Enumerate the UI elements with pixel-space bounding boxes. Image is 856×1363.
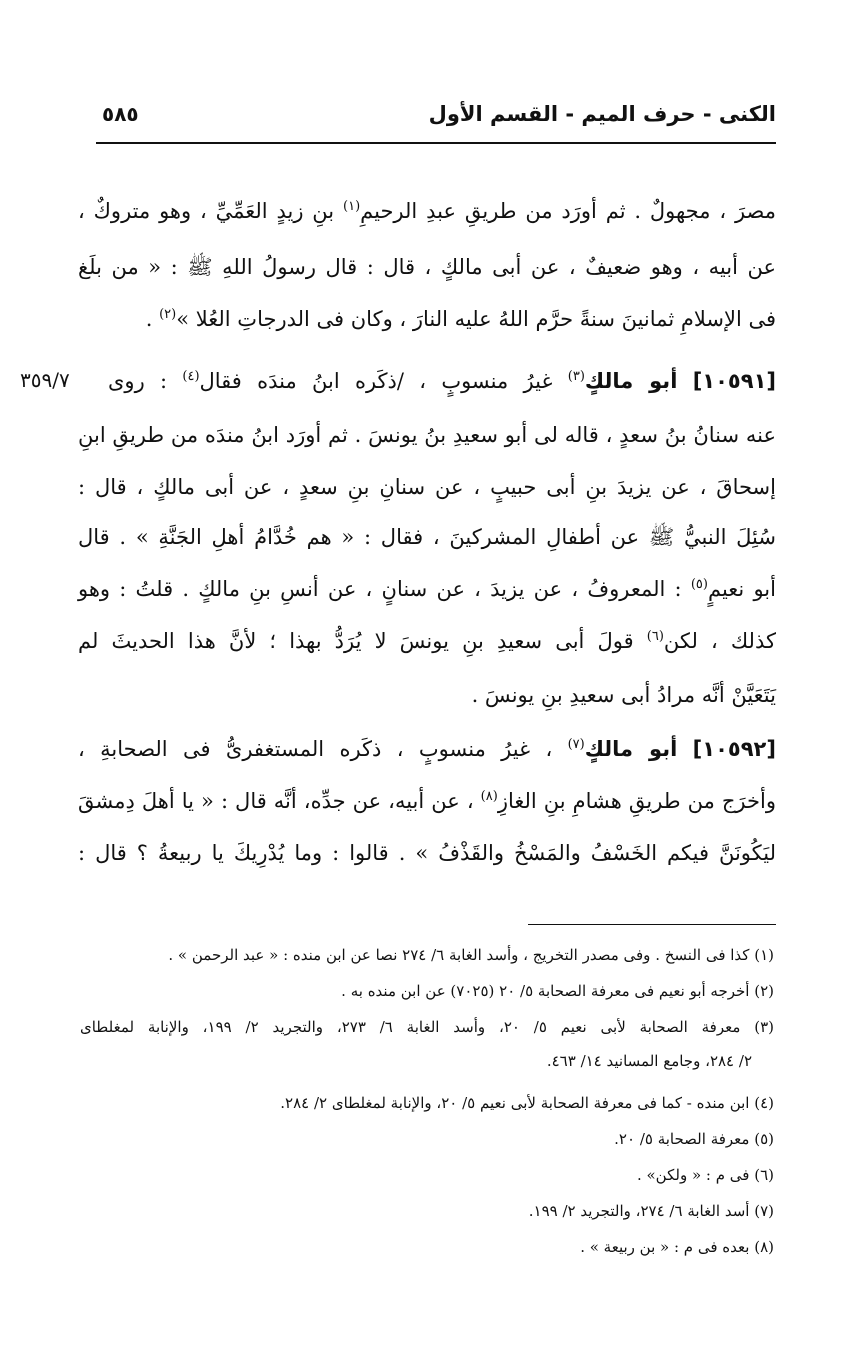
entry-number: [١٠٥٩١] xyxy=(692,369,776,393)
footnote: (٤) ابن منده - كما فى معرفة الصحابة لأبى نعيم ٥/ ٢٠، والإنابة لمغلطاى ٢/ ٢٨٤. xyxy=(280,1094,774,1112)
footnote: (٣) معرفة الصحابة لأبى نعيم ٥/ ٢٠، وأسد الغابة ٦/ ٢٧٣، والتجريد ٢/ ١٩٩، والإنابة لمغلطاى xyxy=(80,1018,775,1036)
text-line xyxy=(472,680,776,710)
footnote-ref[interactable]: (٨) xyxy=(480,789,498,804)
header-title: الكنى - حرف الميم - القسم الأول xyxy=(428,102,776,126)
footnote-ref[interactable]: (٧) xyxy=(567,737,585,752)
footnote-ref[interactable]: (٥) xyxy=(690,577,708,592)
page-number: ٥٨٥ xyxy=(102,102,139,126)
entry-name: أبو مالكٍ xyxy=(584,737,678,761)
footnote: (٢) أخرجه أبو نعيم فى معرفة الصحابة ٥/ ٢٠ (٧٠٢٥) عن ابن منده به . xyxy=(341,982,774,1000)
running-header xyxy=(96,98,776,144)
footnote: (٥) معرفة الصحابة ٥/ ٢٠. xyxy=(614,1130,774,1148)
entry-10591 xyxy=(108,366,776,396)
entry-name: أبو مالكٍ xyxy=(584,369,678,393)
text-span: بنِ زيدٍ العَمِّيِّ ، وهو متروكٌ ، xyxy=(78,199,335,223)
text-span: كذلك ، لكن xyxy=(663,629,776,653)
entry-number: [١٠٥٩٢] xyxy=(692,737,776,761)
footnote: (٨) بعده فى م : « بن ربيعة » . xyxy=(580,1238,774,1256)
footnote-continuation: ٢/ ٢٨٤، وجامع المسانيد ١٤/ ٤٦٣. xyxy=(546,1052,752,1070)
text-span: عن أبيه ، وهو ضعيفٌ ، عن أبى مالكٍ ، قال : قال رسولُ اللهِ ﷺ : « من بلَغ xyxy=(78,255,776,279)
text-line xyxy=(78,522,776,552)
footnote-ref[interactable]: (١) xyxy=(343,199,361,214)
text-span: سُئِلَ النبيُّ ﷺ عن أطفالِ المشركينَ ، فقال : « هم خُدَّامُ أهلِ الجَنَّةِ » . قال xyxy=(78,525,776,549)
text-span: أبو نعيمٍ xyxy=(707,577,776,601)
text-line xyxy=(146,304,776,334)
text-span: : المعروفُ ، عن يزيدَ ، عن سنانٍ ، عن أنسِ بنِ مالكٍ . قلتُ : وهو xyxy=(78,577,682,601)
text-span: عنه سنانُ بنُ سعدٍ ، قاله لى أبو سعيدِ بنُ يونسَ . ثم أورَد ابنُ مندَه من طريقِ ابنِ xyxy=(78,423,776,447)
text-span: فى الإسلامِ ثمانينَ سنةً حرَّم اللهُ عليه النارَ ، وكان فى الدرجاتِ العُلا » xyxy=(176,307,776,331)
footnote-ref[interactable]: (٢) xyxy=(159,307,177,322)
text-span: وأخرَج من طريقِ هشامِ بنِ الغازِ xyxy=(497,789,776,813)
text-line xyxy=(78,472,776,502)
text-span: غيرُ منسوبٍ ، /ذكَره ابنُ مندَه فقال xyxy=(199,369,553,393)
footnote-ref[interactable]: (٦) xyxy=(646,629,664,644)
footnote-ref[interactable]: (٤) xyxy=(182,369,200,384)
text-line xyxy=(78,626,776,656)
text-line xyxy=(78,786,776,816)
entry-10592 xyxy=(78,734,776,764)
text-span: ، عن أبيه، عن جدِّه، أنَّه قال : « يا أهلَ دِمشقَ xyxy=(78,789,474,813)
text-line xyxy=(78,252,776,282)
footnote: (١) كذا فى النسخ . وفى مصدر التخريج ، وأسد الغابة ٦/ ٢٧٤ نصا عن ابن منده : « عبد الرحمن » . xyxy=(168,946,774,964)
footnote: (٦) فى م : « ولكن» . xyxy=(636,1166,774,1184)
text-span: : روى xyxy=(108,369,168,393)
footnote-ref[interactable]: (٣) xyxy=(567,369,585,384)
text-span: قولَ أبى سعيدِ بنِ يونسَ لا يُرَدُّ بهذا ؛ لأنَّ هذا الحديثَ لم xyxy=(78,629,634,653)
text-line xyxy=(78,574,776,604)
margin-reference: ٣٥٩/٧ xyxy=(20,368,70,392)
text-span: يَتَعَيَّنْ أنَّه مرادُ أبى سعيدِ بنِ يونسَ . xyxy=(471,683,776,707)
text-span: ليَكُونَنَّ فيكم الخَسْفُ والمَسْخُ والقَذْفُ » . قالوا : وما يُدْرِيكَ يا ربيعةُ ؟ قال : xyxy=(78,841,776,865)
text-span: إسحاقَ ، عن يزيدَ بنِ أبى حبيبٍ ، عن سنانِ بنِ سعدٍ ، عن أبى مالكٍ ، قال : xyxy=(78,475,776,499)
text-line xyxy=(78,838,776,868)
text-span: مصرَ ، مجهولٌ . ثم أورَد من طريقِ عبدِ الرحيمِ xyxy=(360,199,776,223)
footnote-separator xyxy=(528,924,776,925)
text-line xyxy=(78,420,776,450)
text-span: . xyxy=(145,307,153,331)
text-line xyxy=(78,196,776,226)
footnote: (٧) أسد الغابة ٦/ ٢٧٤، والتجريد ٢/ ١٩٩. xyxy=(528,1202,774,1220)
text-span: ، غيرُ منسوبٍ ، ذكَره المستغفرىُّ فى الصحابةِ ، xyxy=(78,737,553,761)
